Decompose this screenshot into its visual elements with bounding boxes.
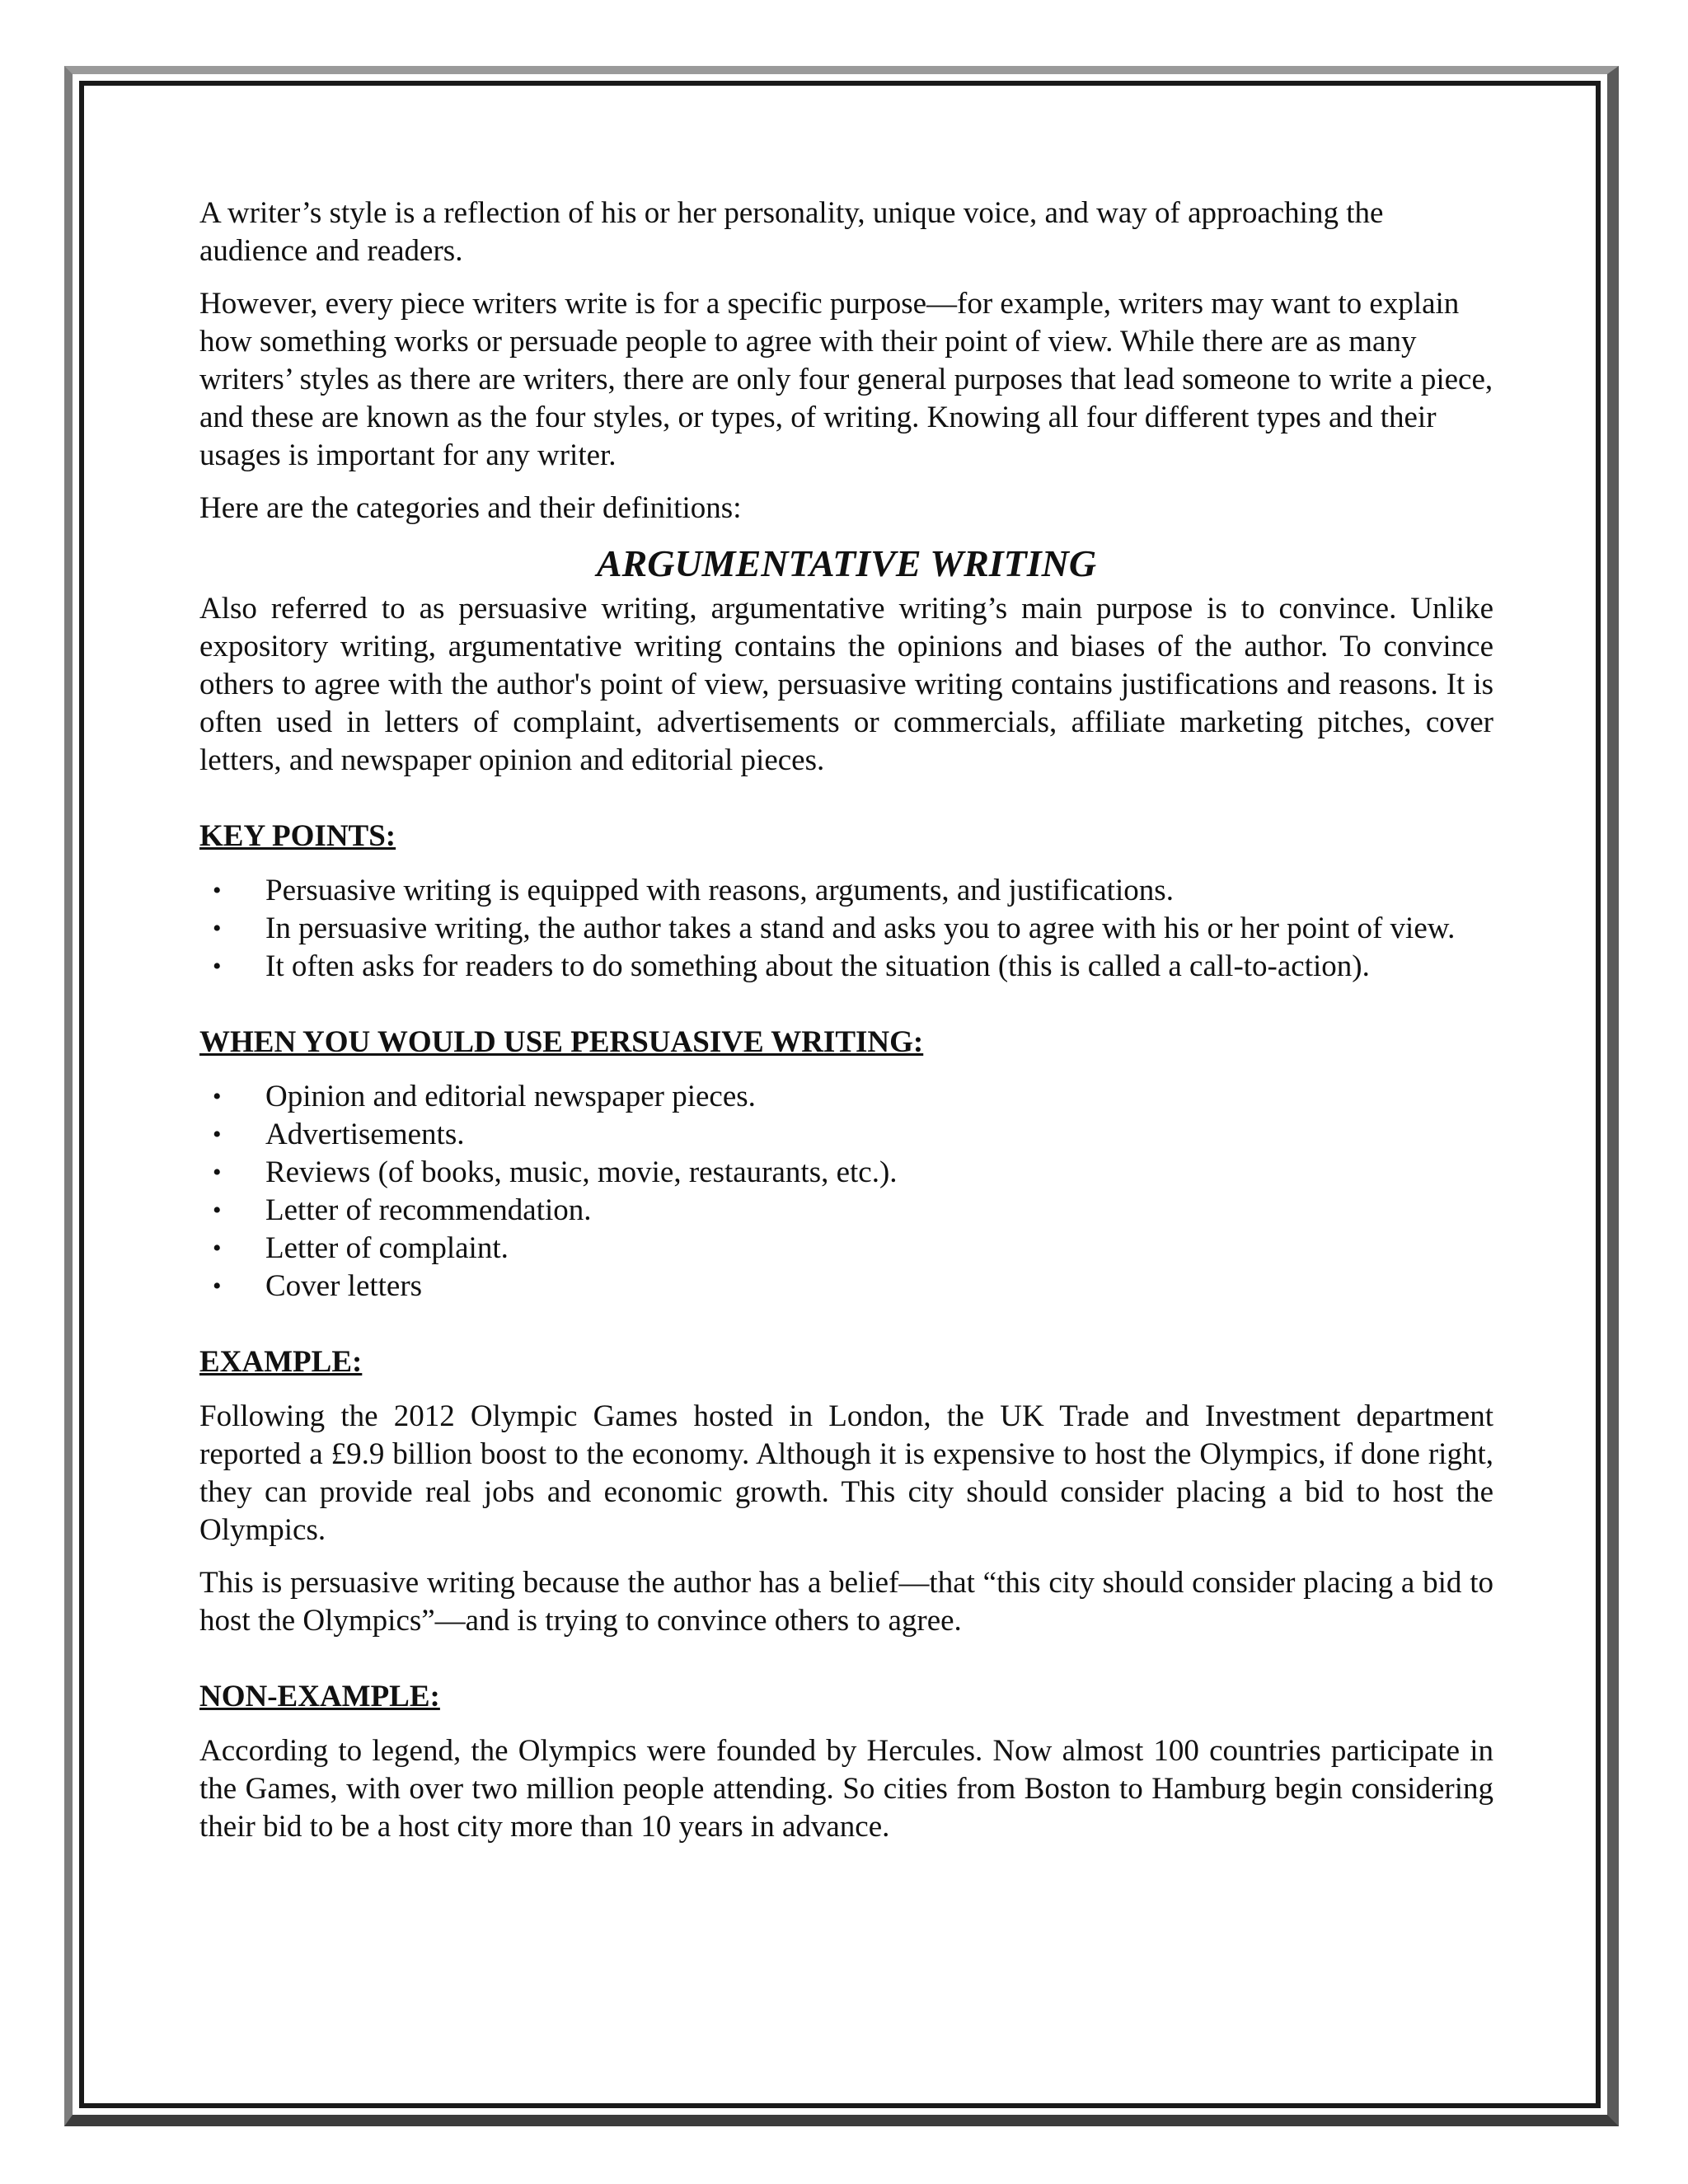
bullet-icon: • xyxy=(213,1121,222,1148)
list-item-text: Cover letters xyxy=(265,1269,423,1303)
intro-paragraph-2: However, every piece writers write is for a specific purpose—for example, writers may want to explain how something works or persuade people to agree with their point of view. While there are as many writers’ styles as there are writers, there are only four general purposes that lead someone to write a piece, and these are known as the four styles, or types, of writing. Knowing all four different types and their usages is important for any writer. xyxy=(199,287,1493,472)
bullet-icon: • xyxy=(213,1083,222,1110)
list-item xyxy=(199,872,1493,910)
list-item-text: Opinion and editorial newspaper pieces. xyxy=(265,1080,756,1113)
list-item-text: Persuasive writing is equipped with reasons, arguments, and justifications. xyxy=(265,874,1174,907)
section-title: ARGUMENTATIVE WRITING xyxy=(596,542,1097,584)
list-item-text: Letter of recommendation. xyxy=(265,1193,592,1227)
list-item xyxy=(199,1154,1493,1192)
key-points-list xyxy=(199,872,1493,986)
list-item xyxy=(199,1268,1493,1305)
list-item-text: Advertisements. xyxy=(265,1118,465,1151)
document-body xyxy=(199,194,1493,1846)
intro-paragraph-1: A writer’s style is a reflection of his or her personality, unique voice, and way of approaching the audience and readers. xyxy=(199,196,1384,268)
bullet-icon: • xyxy=(213,1235,222,1262)
example-explanation: This is persuasive writing because the author has a belief—that “this city should consider placing a bid to host the Olympics”—and is trying to convince others to agree. xyxy=(199,1566,1493,1638)
non-example-text: According to legend, the Olympics were founded by Hercules. Now almost 100 countries participate in the Games, with over two million people attending. So cities from Boston to Hamburg begin considering their bid to be a host city more than 10 years in advance. xyxy=(199,1734,1493,1844)
usage-list xyxy=(199,1078,1493,1305)
list-item xyxy=(199,910,1493,948)
non-example-heading: NON-EXAMPLE: xyxy=(199,1680,440,1713)
intro-paragraph-3: Here are the categories and their definitions: xyxy=(199,491,742,525)
list-item-text: It often asks for readers to do something about the situation (this is called a call-to-action). xyxy=(265,949,1370,983)
bullet-icon: • xyxy=(213,915,222,942)
bullet-icon: • xyxy=(213,1159,222,1186)
list-item xyxy=(199,1116,1493,1154)
usage-heading: WHEN YOU WOULD USE PERSUASIVE WRITING: xyxy=(199,1025,924,1059)
list-item xyxy=(199,1078,1493,1116)
list-item-text: Letter of complaint. xyxy=(265,1231,509,1265)
list-item-text: Reviews (of books, music, movie, restaurants, etc.). xyxy=(265,1155,898,1189)
bullet-icon: • xyxy=(213,1272,222,1300)
list-item xyxy=(199,1192,1493,1230)
bullet-icon: • xyxy=(213,1197,222,1224)
list-item-text: In persuasive writing, the author takes a stand and asks you to agree with his or her point of view. xyxy=(265,912,1456,945)
list-item xyxy=(199,948,1493,986)
key-points-heading: KEY POINTS: xyxy=(199,819,396,853)
bullet-icon: • xyxy=(213,877,222,904)
example-heading: EXAMPLE: xyxy=(199,1345,363,1379)
section-definition: Also referred to as persuasive writing, argumentative writing’s main purpose is to convince. Unlike expository writing, argumentative writing contains the opinions and biases of the author. To convince others to agree with the author's point of view, persuasive writing contains justifications and reasons. It is often used in letters of complaint, advertisements or commercials, affiliate marketing pitches, cover letters, and newspaper opinion and editorial pieces. xyxy=(199,592,1493,777)
bullet-icon: • xyxy=(213,953,222,980)
list-item xyxy=(199,1230,1493,1268)
example-text: Following the 2012 Olympic Games hosted in London, the UK Trade and Investment department reported a £9.9 billion boost to the economy. Although it is expensive to host the Olympics, if done right, they can provide real jobs and economic growth. This city should consider placing a bid to host the Olympics. xyxy=(199,1399,1493,1547)
